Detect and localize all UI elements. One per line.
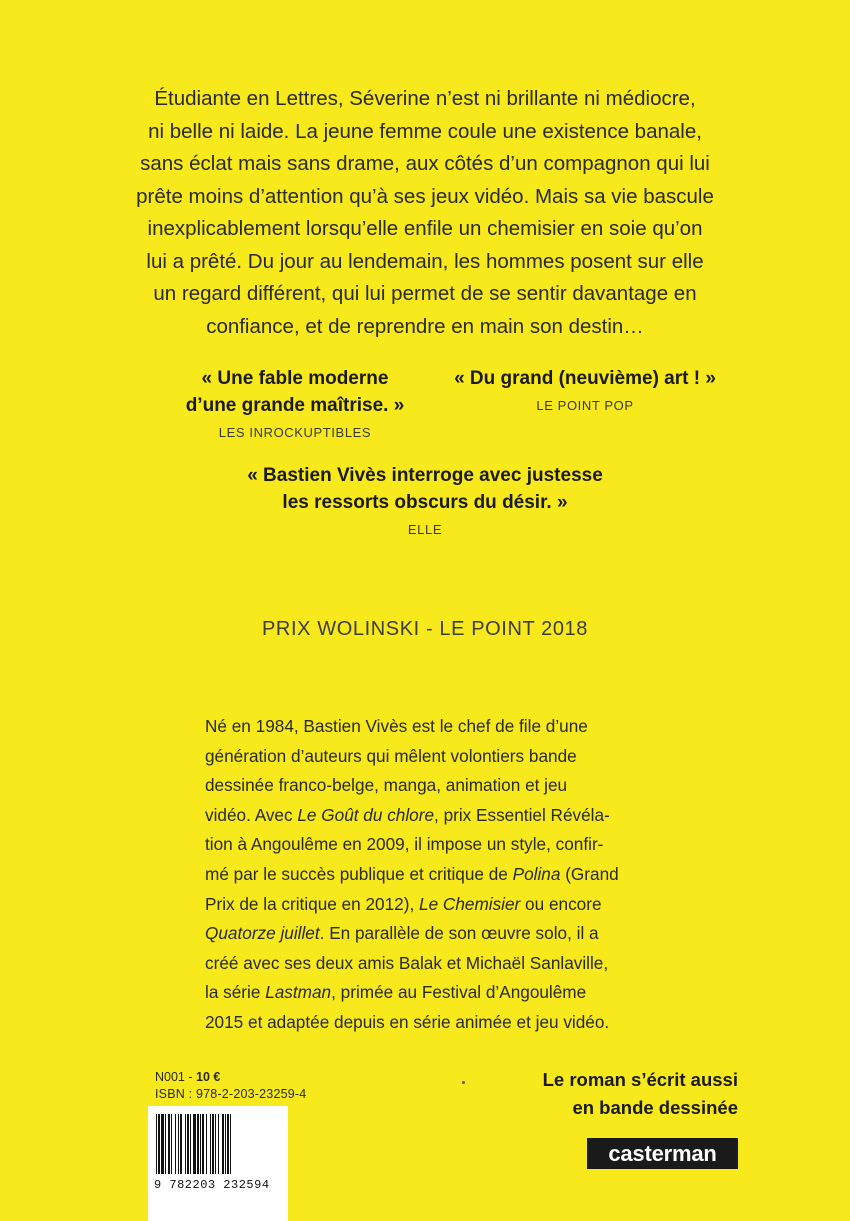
barcode-bar: [206, 1114, 207, 1174]
bio-text: la série: [205, 982, 266, 1003]
barcode-bars: [154, 1114, 282, 1174]
barcode-bar: [168, 1114, 170, 1174]
tagline-line: en bande dessinée: [572, 1096, 738, 1118]
price-reference: N001 -: [155, 1070, 196, 1084]
barcode: [148, 1106, 288, 1221]
bio-line: [205, 801, 657, 831]
barcode-number: 9 782203 232594: [154, 1178, 270, 1192]
bio-text: , prix Essentiel Révéla-: [434, 804, 610, 825]
barcode-bar: [190, 1114, 191, 1174]
bio-line: [205, 978, 657, 1008]
barcode-bar: [180, 1114, 182, 1174]
synopsis-line: sans éclat mais sans drame, aux côtés d’un compagnon qui lui: [140, 152, 710, 175]
barcode-bar: [225, 1114, 226, 1174]
price-amount: 10 €: [196, 1070, 221, 1084]
press-quote-elle: [210, 462, 640, 537]
barcode-bar: [171, 1114, 172, 1174]
barcode-bar: [202, 1114, 204, 1174]
barcode-bar: [187, 1114, 189, 1174]
synopsis-line: lui a prêté. Du jour au lendemain, les hommes posent sur elle: [146, 249, 704, 273]
barcode-bar: [212, 1114, 214, 1174]
decorative-dot: [462, 1081, 465, 1084]
barcode-bar: [158, 1114, 160, 1174]
barcode-bar: [227, 1114, 229, 1174]
quote-source: LES INROCKUPTIBLES: [218, 425, 372, 440]
tagline-line: Le roman s’écrit aussi: [542, 1069, 738, 1090]
barcode-bar: [230, 1114, 231, 1174]
book-title: Lastman: [265, 982, 332, 1003]
price-code: [155, 1070, 220, 1084]
bio-text: mé par le succès publique et critique de: [205, 863, 513, 884]
synopsis: [100, 83, 750, 343]
quote-line: « Bastien Vivès interroge avec justesse: [247, 465, 603, 486]
bio-text: ou encore: [520, 893, 602, 914]
barcode-bar: [161, 1114, 164, 1174]
barcode-bar: [193, 1114, 196, 1174]
author-bio: [205, 712, 657, 1038]
barcode-bar: [218, 1114, 219, 1174]
barcode-bar: [215, 1114, 216, 1174]
barcode-bar: [197, 1114, 199, 1174]
book-title: Le Goût du chlore: [297, 804, 435, 825]
book-title: Le Chemisier: [419, 893, 521, 914]
quote-source: LE POINT POP: [536, 398, 634, 413]
bio-line: [205, 890, 657, 920]
synopsis-line: prête moins d’attention qu’à ses jeux vidéo. Mais sa vie bascule: [136, 184, 714, 208]
publisher-logo: casterman: [587, 1138, 738, 1169]
bio-text: (Grand: [560, 863, 619, 884]
synopsis-line: un regard différent, qui lui permet de se sentir davantage en: [153, 282, 697, 305]
barcode-bar: [210, 1114, 211, 1174]
bio-line: créé avec ses deux amis Balak et Michaël Sanlaville,: [205, 952, 609, 973]
barcode-bar: [222, 1114, 224, 1174]
press-quote-le-point-pop: [440, 365, 730, 413]
quote-line: « Une fable moderne: [201, 368, 389, 389]
synopsis-line: Étudiante en Lettres, Séverine n’est ni brillante ni médiocre,: [154, 87, 696, 110]
bio-line: 2015 et adaptée depuis en série animée et jeu vidéo.: [205, 1011, 610, 1032]
bio-text: vidéo. Avec: [205, 804, 298, 825]
barcode-bar: [185, 1114, 186, 1174]
bio-line: [205, 919, 657, 949]
tagline: [505, 1066, 738, 1121]
quote-line: les ressorts obscurs du désir. »: [282, 492, 568, 513]
quote-line: « Du grand (neuvième) art ! »: [454, 368, 716, 389]
quote-source: ELLE: [407, 522, 443, 537]
barcode-bar: [178, 1114, 179, 1174]
synopsis-line: ni belle ni laide. La jeune femme coule une existence banale,: [148, 119, 702, 143]
synopsis-line: inexplicablement lorsqu’elle enfile un chemisier en soie qu’on: [147, 217, 703, 240]
bio-line: dessinée franco-belge, manga, animation et jeu: [205, 775, 568, 796]
barcode-bar: [200, 1114, 201, 1174]
book-title: Polina: [512, 863, 561, 884]
bio-line: [205, 860, 657, 890]
bio-text: . En parallèle de son œuvre solo, il a: [319, 923, 599, 944]
barcode-bar: [175, 1114, 176, 1174]
barcode-bar: [165, 1114, 166, 1174]
bio-line: Né en 1984, Bastien Vivès est le chef de file d’une: [205, 716, 588, 736]
isbn: ISBN : 978-2-203-23259-4: [155, 1087, 307, 1101]
barcode-bar: [156, 1114, 157, 1174]
bio-line: tion à Angoulême en 2009, il impose un style, confir-: [205, 834, 604, 855]
bio-text: Prix de la critique en 2012),: [205, 893, 420, 914]
book-title: Quatorze juillet: [205, 923, 320, 944]
prize-title: PRIX WOLINSKI - LE POINT 2018: [261, 618, 589, 640]
quote-line: d’une grande maîtrise. »: [185, 395, 405, 416]
bio-text: , primée au Festival d’Angoulême: [331, 982, 587, 1003]
synopsis-line: confiance, et de reprendre en main son destin…: [206, 314, 644, 338]
press-quote-inrockuptibles: [150, 365, 440, 440]
bio-line: génération d’auteurs qui mêlent volontiers bande: [205, 745, 577, 766]
